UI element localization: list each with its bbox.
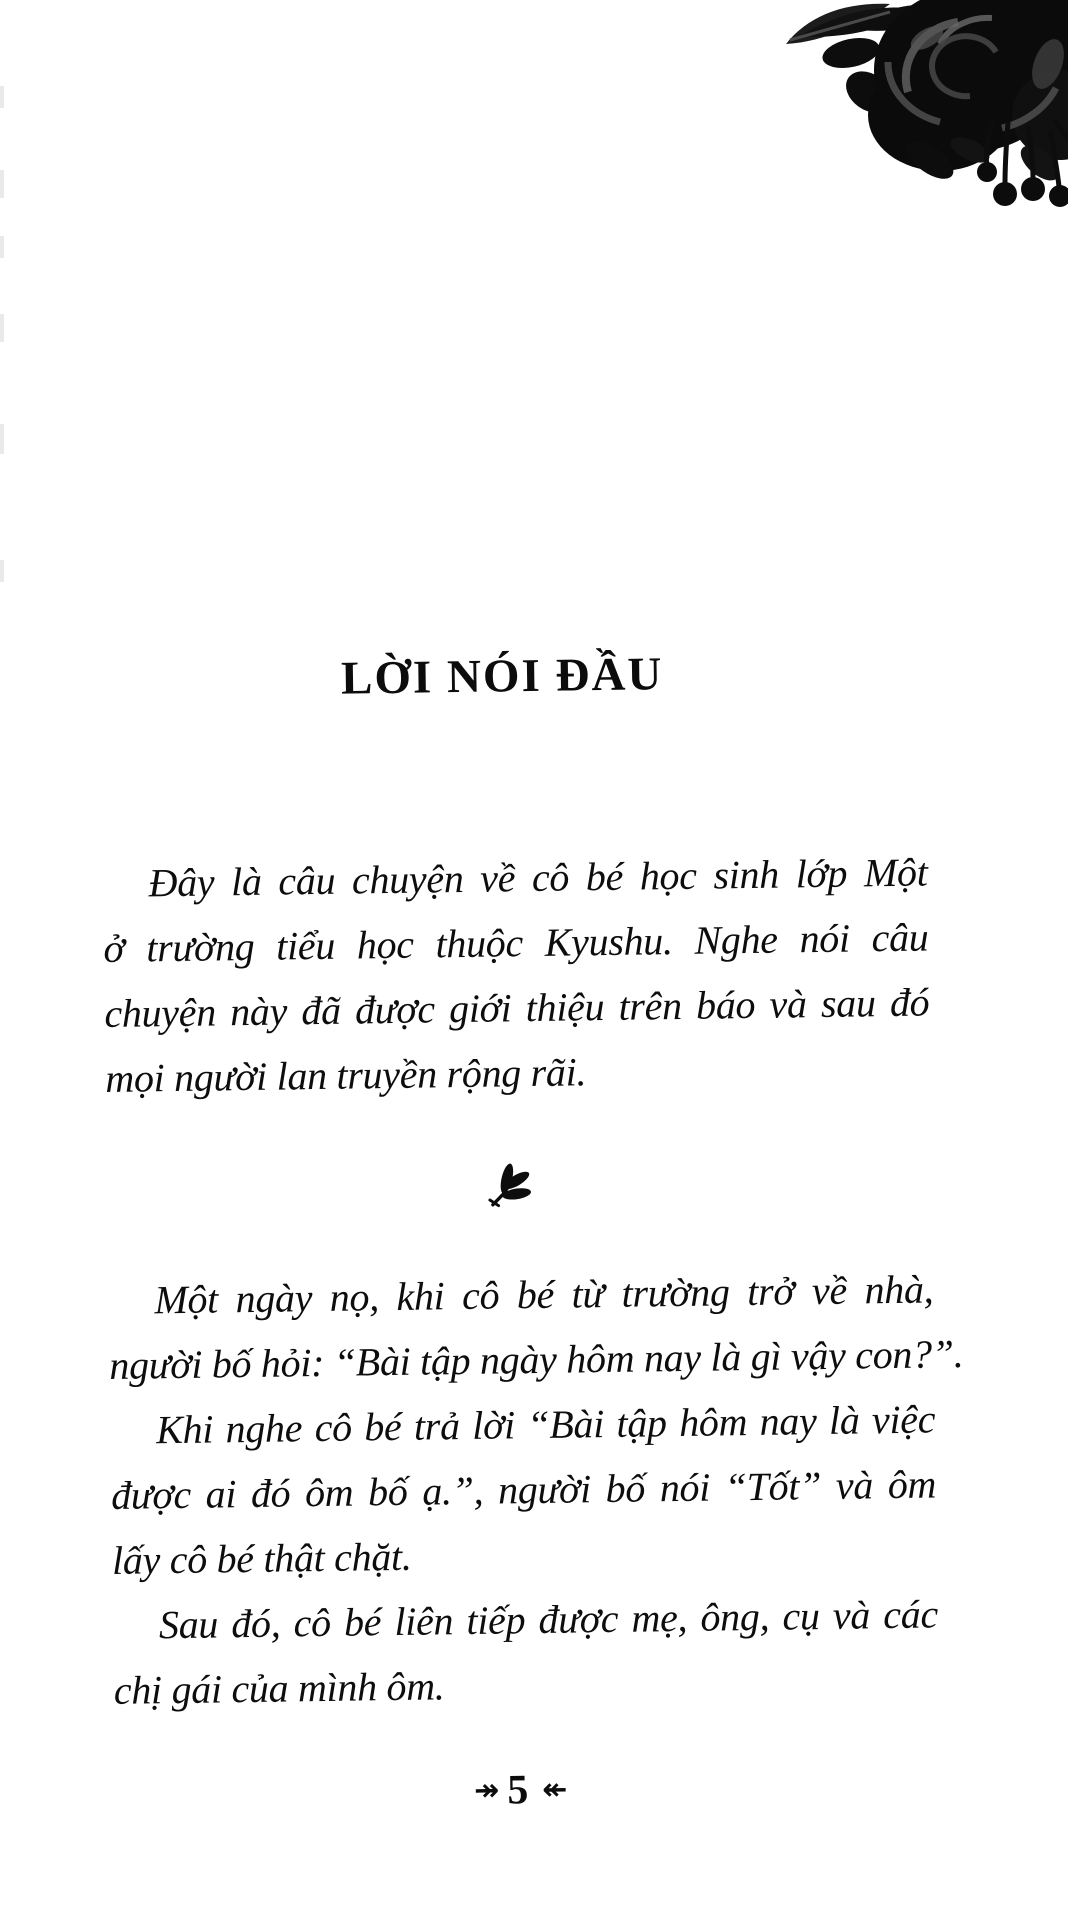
page-footer bbox=[105, 1761, 931, 1821]
text-line: Đây là câu chuyện về cô bé học sinh lớp Một bbox=[148, 849, 928, 906]
text-line: lấy cô bé thật chặt. bbox=[111, 1533, 412, 1583]
body-text bbox=[102, 839, 964, 1722]
text-line: Khi nghe cô bé trả lời “Bài tập hôm nay là việc bbox=[155, 1396, 936, 1453]
footer-right-arrow-icon: ↞ bbox=[542, 1772, 562, 1808]
text-line: Sau đó, cô bé liên tiếp được mẹ, ông, cụ và các bbox=[158, 1591, 939, 1648]
text-line: mọi người lan truyền rộng rãi. bbox=[104, 1049, 587, 1101]
footer-left-arrow-icon: ↠ bbox=[473, 1773, 494, 1809]
text-line: được ai đó ôm bố ạ.”, người bố nói “Tốt” và ôm bbox=[110, 1461, 937, 1518]
text-line: Một ngày nọ, khi cô bé từ trường trở về nhà, bbox=[154, 1266, 934, 1323]
leaf-sprig-icon bbox=[485, 1158, 536, 1209]
section-divider bbox=[106, 1099, 933, 1268]
page-title: LỜI NÓI ĐẦU bbox=[340, 648, 664, 705]
text-line: chuyện này đã được giới thiệu trên báo và sau đó bbox=[104, 979, 930, 1036]
page-number: 5 bbox=[506, 1767, 529, 1814]
text-line: người bố hỏi: “Bài tập ngày hôm nay là gì vậy con?”. bbox=[108, 1331, 964, 1388]
text-line: ở trường tiểu học thuộc Kyushu. Nghe nói câu bbox=[103, 914, 929, 971]
text-line: chị gái của mình ôm. bbox=[113, 1663, 445, 1713]
